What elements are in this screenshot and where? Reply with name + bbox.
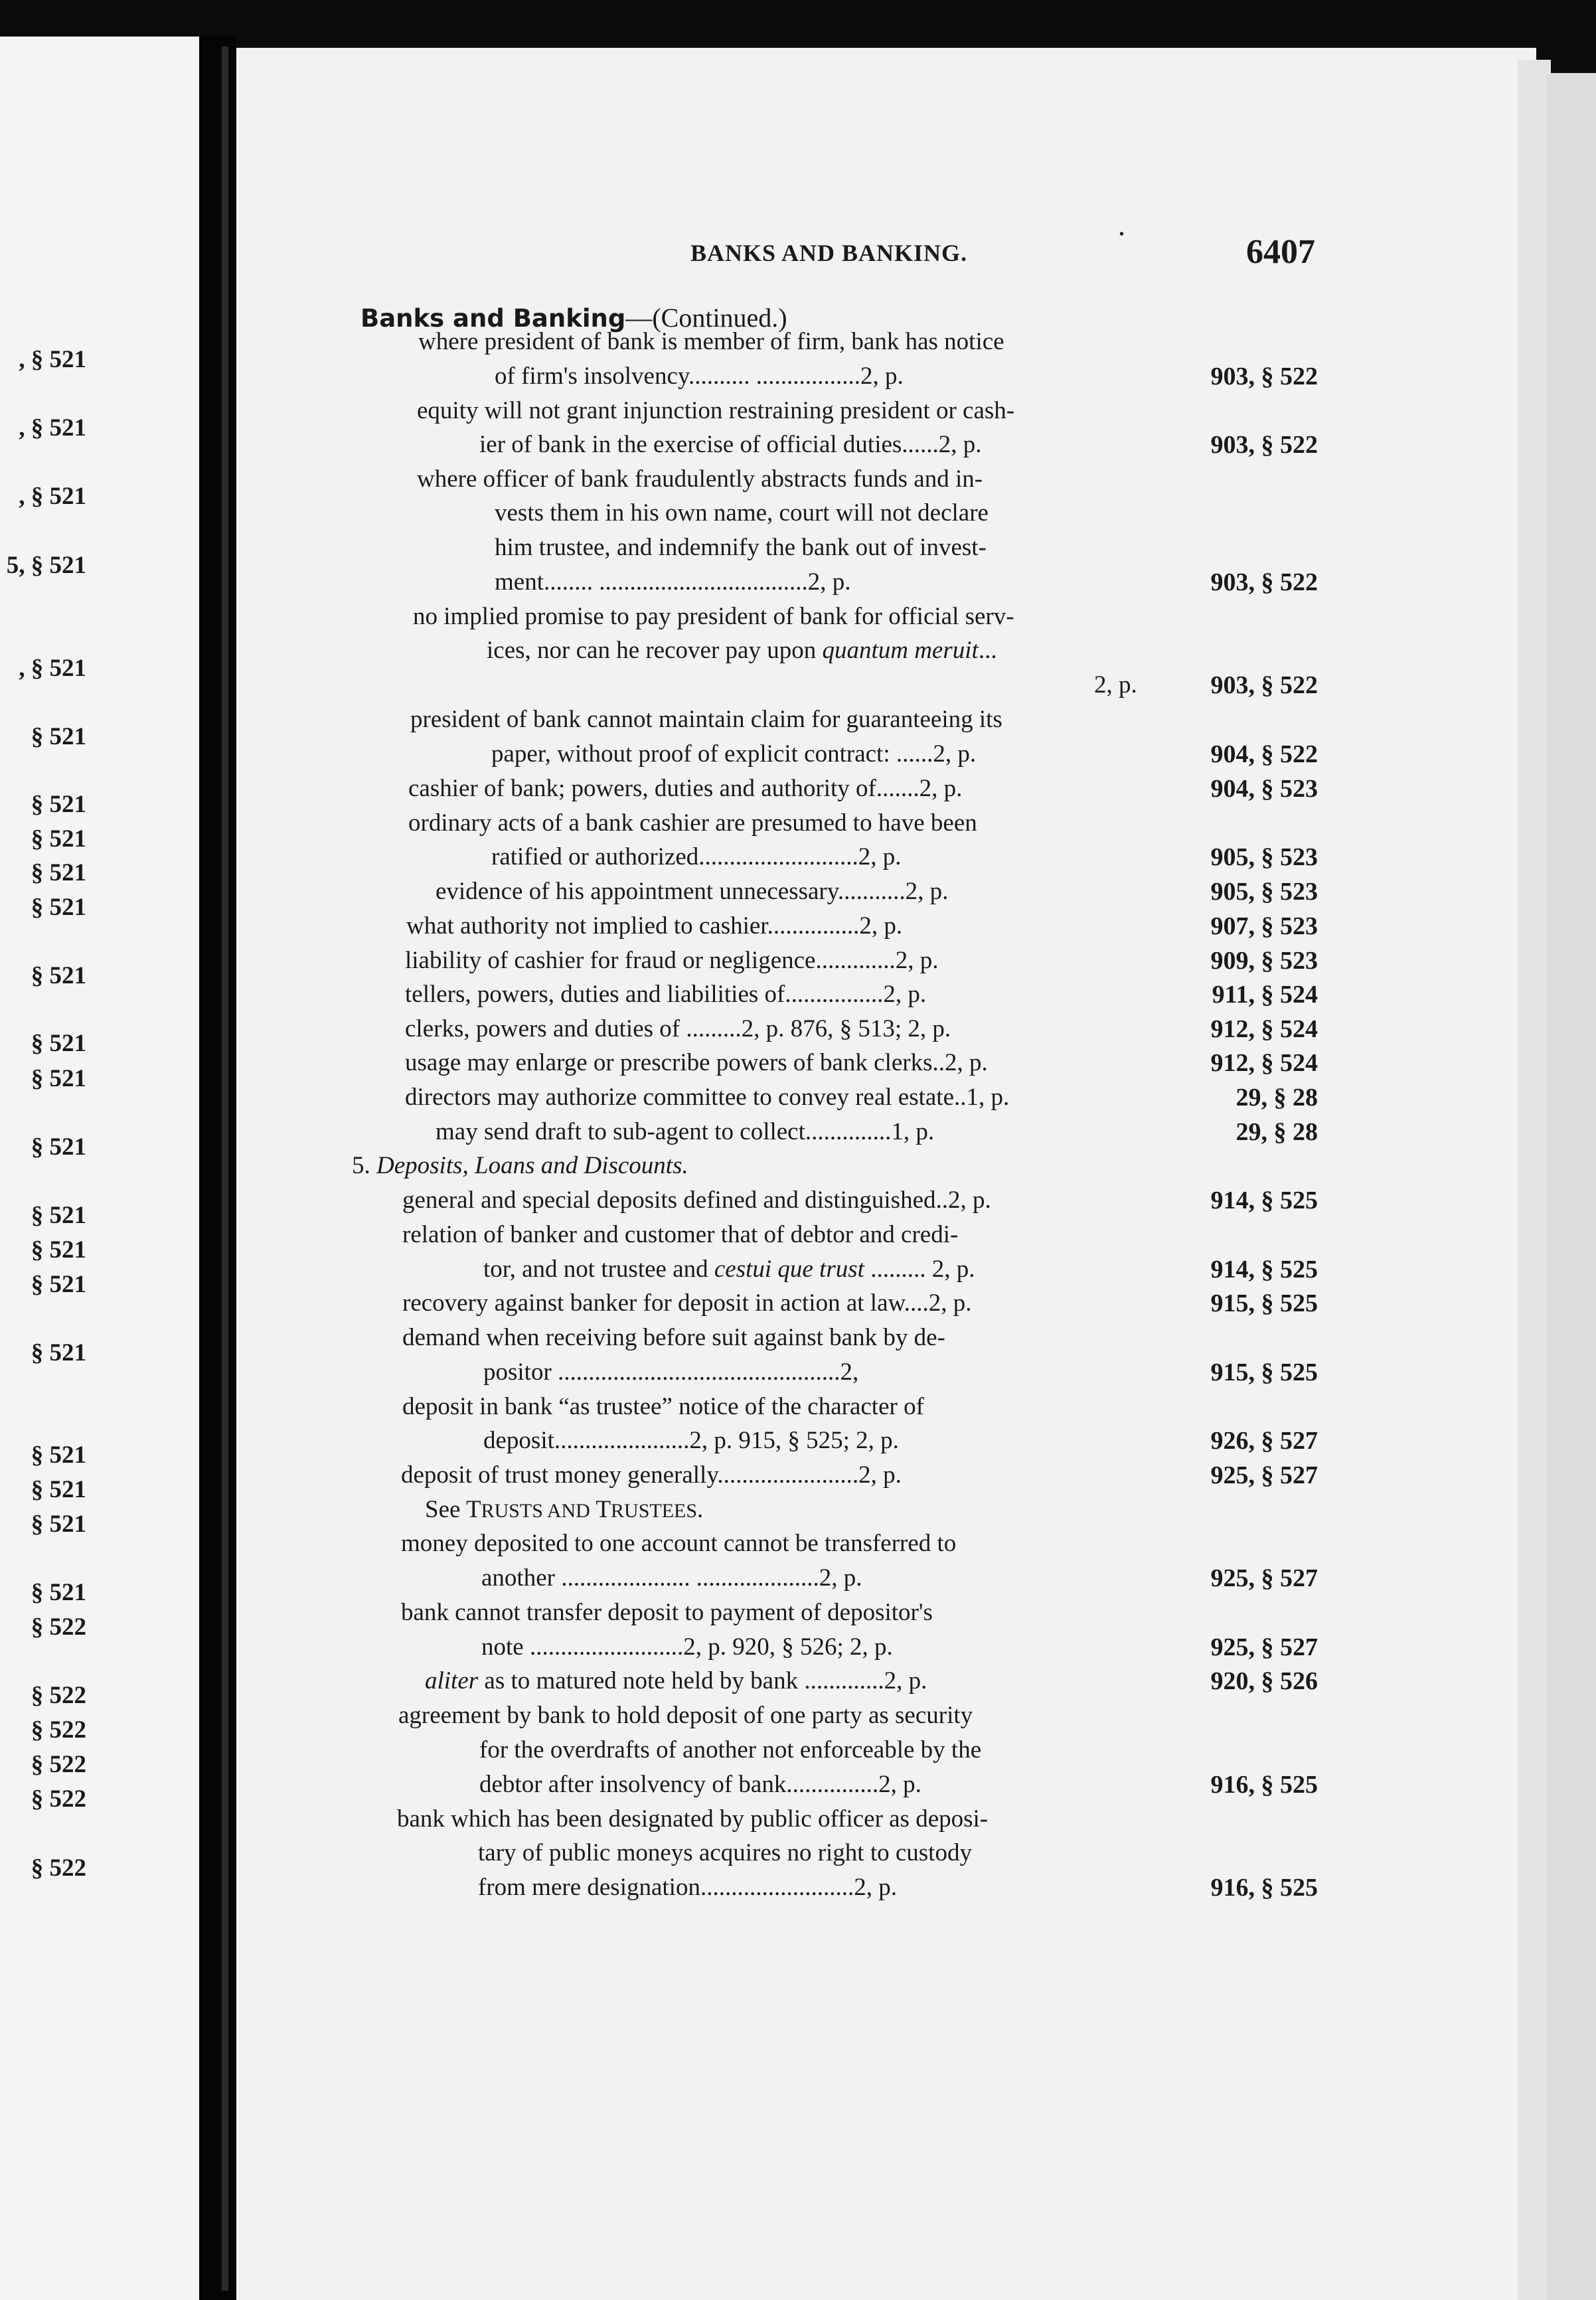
page-reference: 925, § 527 bbox=[1210, 1461, 1318, 1489]
entry-line: where president of bank is member of firm, bank has notice bbox=[418, 328, 1004, 355]
page-reference: 915, § 525 bbox=[1210, 1358, 1318, 1386]
page-reference: 916, § 525 bbox=[1210, 1771, 1318, 1799]
left-page-ref: § 521 bbox=[31, 791, 86, 818]
entry-line: ices, nor can he recover pay upon quantum meruit... bbox=[487, 637, 997, 664]
entry-line: 2, p. bbox=[1094, 671, 1137, 698]
left-page-ref: § 521 bbox=[31, 1339, 86, 1366]
entry-line: deposit in bank “as trustee” notice of the character of bbox=[402, 1393, 924, 1420]
entry-line: agreement by bank to hold deposit of one party as security bbox=[398, 1702, 973, 1729]
entry-line: relation of banker and customer that of debtor and credi- bbox=[402, 1221, 959, 1248]
entry-line: tellers, powers, duties and liabilities of................2, p. bbox=[405, 981, 927, 1008]
entry-line: from mere designation.........................2, p. bbox=[478, 1874, 897, 1901]
entry-line: ordinary acts of a bank cashier are presumed to have been bbox=[408, 809, 977, 837]
page-reference: 912, § 524 bbox=[1210, 1049, 1318, 1077]
entry-line: bank cannot transfer deposit to payment of depositor's bbox=[401, 1599, 933, 1626]
entry-line: paper, without proof of explicit contract: ......2, p. bbox=[491, 740, 977, 768]
entry-line: directors may authorize committee to convey real estate..1, p. bbox=[405, 1084, 1010, 1111]
page-reference: 907, § 523 bbox=[1210, 912, 1318, 940]
page-reference: 903, § 522 bbox=[1210, 671, 1318, 699]
entry-line: ment........ ..................................2, p. bbox=[495, 568, 851, 596]
left-page-ref: § 521 bbox=[31, 1133, 86, 1161]
entry-line: equity will not grant injunction restraining president or cash- bbox=[417, 397, 1015, 424]
left-page-ref: § 521 bbox=[31, 1476, 86, 1503]
left-page-ref: § 522 bbox=[31, 1854, 86, 1882]
entry-line: where officer of bank fraudulently abstracts funds and in- bbox=[417, 465, 983, 493]
spine-shadow bbox=[222, 46, 228, 2291]
left-page-ref: § 522 bbox=[31, 1716, 86, 1744]
entry-line: usage may enlarge or prescribe powers of bank clerks..2, p. bbox=[405, 1049, 988, 1076]
entry-line: cashier of bank; powers, duties and authority of.......2, p. bbox=[408, 775, 963, 802]
page-reference: 905, § 523 bbox=[1210, 878, 1318, 906]
page-reference: 925, § 527 bbox=[1210, 1633, 1318, 1661]
page-reference: 925, § 527 bbox=[1210, 1564, 1318, 1592]
page-reference: 903, § 522 bbox=[1210, 363, 1318, 390]
entry-line: 5. Deposits, Loans and Discounts. bbox=[352, 1152, 688, 1179]
page-reference: 912, § 524 bbox=[1210, 1015, 1318, 1043]
left-page-ref: § 521 bbox=[31, 859, 86, 886]
left-page-ref: § 522 bbox=[31, 1682, 86, 1709]
left-page-ref: § 521 bbox=[31, 1271, 86, 1298]
page-reference: 914, § 525 bbox=[1210, 1187, 1318, 1214]
entry-line: president of bank cannot maintain claim for guaranteeing its bbox=[410, 706, 1002, 733]
left-page-ref: , § 521 bbox=[19, 414, 86, 442]
left-facing-page bbox=[0, 37, 199, 2300]
page-reference: 904, § 523 bbox=[1210, 775, 1318, 803]
entry-line: demand when receiving before suit against bank by de- bbox=[402, 1324, 945, 1351]
entry-line: bank which has been designated by public officer as deposi- bbox=[397, 1805, 989, 1833]
left-page-ref: § 521 bbox=[31, 1065, 86, 1092]
left-page-ref: § 521 bbox=[31, 723, 86, 750]
entry-line: no implied promise to pay president of bank for official serv- bbox=[413, 603, 1014, 630]
page-reference: 903, § 522 bbox=[1210, 431, 1318, 459]
left-page-ref: § 521 bbox=[31, 962, 86, 989]
left-page-ref: § 522 bbox=[31, 1613, 86, 1641]
entry-line: deposit of trust money generally.......................2, p. bbox=[401, 1461, 902, 1489]
entry-line: ier of bank in the exercise of official duties......2, p. bbox=[479, 431, 982, 458]
page-reference: 914, § 525 bbox=[1210, 1256, 1318, 1283]
left-page-ref: § 521 bbox=[31, 1579, 86, 1606]
left-page-ref: § 521 bbox=[31, 1441, 86, 1469]
left-page-ref: § 521 bbox=[31, 894, 86, 921]
left-page-ref: § 522 bbox=[31, 1785, 86, 1813]
page-reference: 909, § 523 bbox=[1210, 947, 1318, 975]
page-reference: 29, § 28 bbox=[1236, 1118, 1318, 1146]
left-page-ref: 5, § 521 bbox=[6, 552, 86, 579]
entry-line: may send draft to sub-agent to collect..............1, p. bbox=[436, 1118, 935, 1145]
book-spine bbox=[199, 37, 236, 2300]
page-reference: 911, § 524 bbox=[1212, 981, 1318, 1009]
page-number: 6407 bbox=[1246, 233, 1315, 271]
entry-line: liability of cashier for fraud or negligence.............2, p. bbox=[405, 947, 939, 974]
entry-line: general and special deposits defined and distinguished..2, p. bbox=[402, 1187, 991, 1214]
entry-line: what authority not implied to cashier...............2, p. bbox=[406, 912, 903, 940]
entry-line: money deposited to one account cannot be transferred to bbox=[401, 1530, 957, 1557]
heading-continued: —(Continued.) bbox=[625, 303, 787, 333]
page-edge bbox=[1518, 60, 1551, 2300]
heading-title: Banks and Banking bbox=[360, 304, 626, 333]
entry-line: tary of public moneys acquires no right to custody bbox=[478, 1839, 972, 1866]
entry-line: See TRUSTS AND TRUSTEES. bbox=[425, 1496, 704, 1523]
left-page-ref: § 521 bbox=[31, 1202, 86, 1229]
entry-line: him trustee, and indemnify the bank out of invest- bbox=[495, 534, 987, 561]
page-reference: 904, § 522 bbox=[1210, 740, 1318, 768]
entry-line: positor ..............................................2, bbox=[483, 1358, 859, 1386]
entry-line: of firm's insolvency.......... .................2, p. bbox=[495, 363, 904, 390]
page-reference: 920, § 526 bbox=[1210, 1667, 1318, 1695]
page-reference: 903, § 522 bbox=[1210, 568, 1318, 596]
entry-line: deposit......................2, p. 915, § 525; 2, p. bbox=[483, 1427, 899, 1454]
left-page-ref: § 521 bbox=[31, 825, 86, 853]
page-reference: 916, § 525 bbox=[1210, 1874, 1318, 1902]
page-reference: 926, § 527 bbox=[1210, 1427, 1318, 1455]
entry-line: aliter as to matured note held by bank .............2, p. bbox=[425, 1667, 927, 1694]
entry-line: another ..................... ....................2, p. bbox=[481, 1564, 862, 1592]
page-reference: 915, § 525 bbox=[1210, 1289, 1318, 1317]
entry-line: for the overdrafts of another not enforceable by the bbox=[479, 1736, 982, 1764]
left-page-ref: , § 521 bbox=[19, 346, 86, 373]
entry-line: note .........................2, p. 920, § 526; 2, p. bbox=[481, 1633, 893, 1661]
entry-line: recovery against banker for deposit in action at law....2, p. bbox=[402, 1289, 972, 1317]
page-edge-outer bbox=[1547, 73, 1596, 2300]
entry-line: clerks, powers and duties of .........2, p. 876, § 513; 2, p. bbox=[405, 1015, 951, 1042]
left-page-ref: § 521 bbox=[31, 1030, 86, 1057]
left-page-ref: , § 521 bbox=[19, 483, 86, 510]
running-head: BANKS AND BANKING. bbox=[690, 240, 968, 266]
entry-line: tor, and not trustee and cestui que trust ......... 2, p. bbox=[483, 1256, 975, 1283]
left-page-ref: § 521 bbox=[31, 1236, 86, 1264]
entry-line: vests them in his own name, court will not declare bbox=[495, 499, 989, 527]
left-page-ref: § 522 bbox=[31, 1751, 86, 1778]
stray-mark: • bbox=[1119, 227, 1125, 242]
left-page-ref: , § 521 bbox=[19, 655, 86, 682]
page-reference: 905, § 523 bbox=[1210, 843, 1318, 871]
left-page-ref: § 521 bbox=[31, 1511, 86, 1538]
entry-line: evidence of his appointment unnecessary...........2, p. bbox=[436, 878, 949, 905]
page-reference: 29, § 28 bbox=[1236, 1084, 1318, 1111]
entry-line: debtor after insolvency of bank...............2, p. bbox=[479, 1771, 921, 1798]
entry-line: ratified or authorized..........................2, p. bbox=[491, 843, 902, 870]
